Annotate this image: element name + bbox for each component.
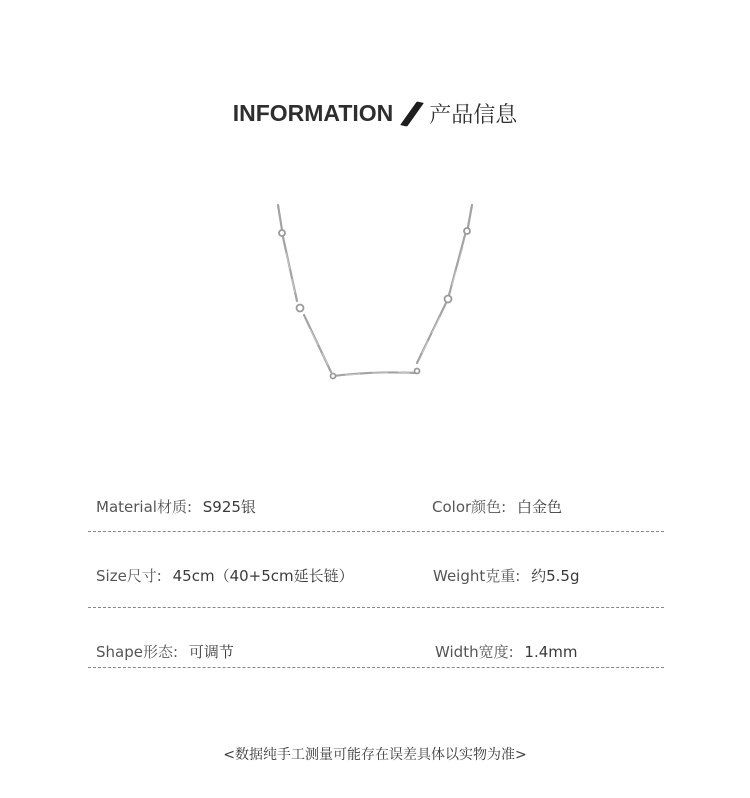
chain-highlight — [286, 253, 328, 365]
chain-link — [445, 296, 452, 303]
shape-label: Shape形态: — [96, 643, 179, 661]
chain-link — [331, 374, 336, 379]
material-value: S925银 — [202, 498, 256, 516]
color-spec — [432, 496, 562, 517]
title-english: INFORMATION — [232, 100, 394, 126]
width-value: 1.4mm — [524, 643, 578, 661]
page-title — [0, 98, 750, 129]
product-image — [260, 195, 490, 395]
size-label: Size尺寸: — [96, 567, 162, 585]
size-value: 45cm（40+5cm延长链） — [172, 567, 354, 585]
chain-link — [464, 228, 470, 234]
color-label: Color颜色: — [432, 498, 507, 516]
chain-segment — [449, 235, 465, 295]
chain-link — [415, 369, 420, 374]
material-label: Material材质: — [96, 498, 192, 516]
width-label: Width宽度: — [435, 643, 514, 661]
chain-segment — [278, 205, 282, 230]
chain-segment — [468, 205, 472, 227]
slash-icon — [400, 101, 424, 126]
chain-link — [279, 230, 285, 236]
title-chinese: 产品信息 — [429, 103, 518, 128]
chain-link — [297, 305, 304, 312]
chain-segment — [417, 303, 446, 363]
divider — [88, 531, 664, 532]
divider — [88, 667, 664, 668]
measurement-note: <数据纯手工测量可能存在误差具体以实物为准> — [223, 747, 527, 763]
weight-value: 约5.5g — [531, 567, 580, 585]
material-spec — [96, 496, 256, 517]
shape-spec — [96, 641, 234, 662]
size-spec — [96, 565, 354, 586]
color-value: 白金色 — [517, 498, 563, 516]
weight-spec — [433, 565, 579, 586]
weight-label: Weight克重: — [433, 567, 521, 585]
necklace-illustration — [260, 195, 490, 395]
width-spec — [435, 641, 578, 662]
divider — [88, 607, 664, 608]
shape-value: 可调节 — [188, 643, 234, 661]
